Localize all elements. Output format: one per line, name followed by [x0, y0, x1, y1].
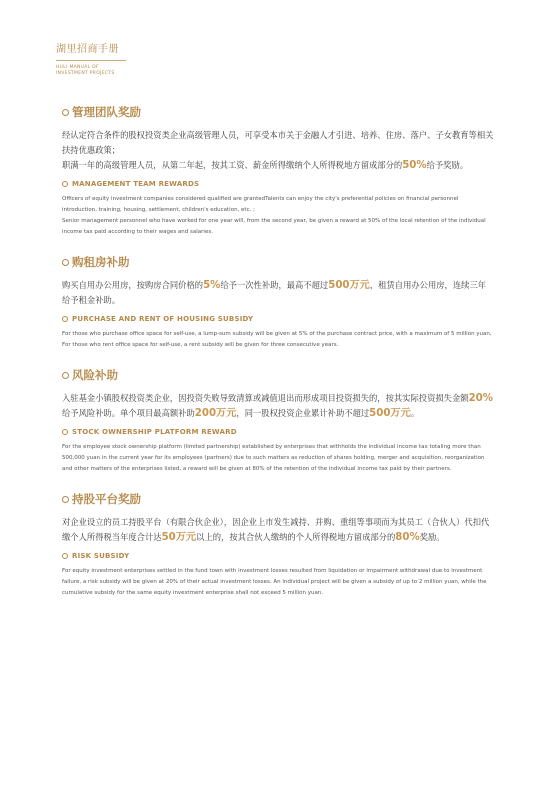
zh-text: ，租赁自用办公用房，连续三年给予租金补助。 [62, 280, 487, 305]
section-title [62, 491, 494, 507]
en-subtitle-text: PURCHASE AND RENT OF HOUSING SUBSIDY [72, 315, 254, 323]
zh-text: 购买自用办公用房，按购房合同价格的 [62, 280, 204, 290]
zh-text: 以上的，按其合伙人缴纳的个人所得税地方留成部分的 [196, 532, 396, 542]
header-en-line-1: HULI MANUAL OF [56, 65, 99, 70]
highlight-value: 5% [203, 280, 221, 291]
header-en-line-2: INVESTMENT PROJECTS [56, 71, 115, 76]
en-subtitle [62, 180, 494, 188]
circle-bullet-icon [62, 372, 69, 379]
en-subtitle-text: STOCK OWNERSHIP PLATFORM REWARD [72, 428, 237, 436]
section-risk-subsidy [62, 367, 494, 475]
section-title-text: 持股平台奖励 [72, 492, 141, 506]
highlight-value: 500万元 [369, 408, 411, 419]
section-title-text: 管理团队奖励 [72, 105, 141, 119]
en-paragraph: For equity investment enterprises settled in the fund town with investment losses resulted from liquidation or impairment withdrawal due to investment failure, a risk subsidy will be given at 20% of their actual investment losses. An individual project will be given a subsidy of up to 2 million yuan, while the cumulative subsidy for the same equity investment enterprise shall not exceed 5 million yuan. [62, 568, 487, 596]
en-paragraph: For the employee stock ownership platform (limited partnership) established by enterprises that withholds the individual income tax totaling more than 500,000 yuan in the current year for its employees (partners) due to such matters as reduction of shares holding, merger and acquisition, reorganization and other matters of the enterprises listed, a reward will be given at 80% of the retention of the individual income tax paid by their partners. [62, 444, 485, 472]
zh-text: 对企业设立的员工持股平台（有限合伙企业），因企业上市发生减持、并购、重组等事项而为其员工（合伙人）代扣代缴个人所得税当年度合计达 [62, 517, 490, 542]
zh-text: 奖励。 [419, 532, 445, 542]
zh-text: 入驻基金小镇股权投资类企业，因投资失败导致清算或减值退出而形成项目投资损失的，按其实际投资损失金额 [62, 393, 469, 403]
circle-bullet-icon [62, 316, 68, 322]
page-content [62, 104, 494, 615]
circle-bullet-icon [62, 181, 68, 187]
en-paragraph: Senior management personnel who have worked for one year will, from the second year, be given a reward at 50% of the local retention of the individual income tax paid according to their wages and salaries. [62, 218, 486, 235]
zh-text: 给予一次性补助，最高不超过 [220, 280, 329, 290]
en-subtitle [62, 428, 494, 436]
zh-paragraph: 经认定符合条件的股权投资类企业高级管理人员，可享受本市关于金融人才引进、培养、住房、落户、子女教育等相关扶持优惠政策； [62, 130, 494, 155]
en-subtitle-text: RISK SUBSIDY [72, 552, 130, 560]
zh-text: 职满一年的高级管理人员，从第二年起，按其工资、薪金所得缴纳个人所得税地方留成部分的 [62, 160, 403, 170]
zh-text: ，同一股权投资企业累计补助不超过 [236, 408, 370, 418]
page-header [56, 40, 126, 77]
circle-bullet-icon [62, 429, 68, 435]
section-stock-platform-reward [62, 491, 494, 599]
section-title-text: 风险补助 [72, 368, 118, 382]
circle-bullet-icon [62, 496, 69, 503]
zh-paragraph [62, 278, 494, 308]
circle-bullet-icon [62, 109, 69, 116]
section-management-team-rewards [62, 104, 494, 238]
highlight-value: 200万元 [194, 408, 237, 419]
zh-text: 给予风险补助。单个项目最高额补助 [62, 408, 195, 418]
zh-paragraph [62, 158, 494, 173]
circle-bullet-icon [62, 553, 68, 559]
section-title [62, 104, 494, 120]
section-title [62, 367, 494, 383]
highlight-value: 20% [468, 393, 493, 404]
zh-text: 给予奖励。 [426, 160, 469, 170]
en-subtitle [62, 552, 494, 560]
en-subtitle [62, 315, 494, 323]
highlight-value: 80% [395, 532, 420, 543]
section-title-text: 购租房补助 [72, 255, 130, 269]
zh-text: 。 [410, 408, 420, 418]
header-title: 湖里招商手册 [56, 44, 119, 55]
highlight-value: 50万元 [161, 532, 197, 543]
section-housing-subsidy [62, 254, 494, 351]
circle-bullet-icon [62, 259, 69, 266]
en-paragraph: Officers of equity investment companies considered qualified are grantedTalents can enjoy the city's preferential policies on financial personnel introduction, training, housing, settlement, children's education, etc. ; [62, 196, 459, 213]
highlight-value: 500万元 [328, 280, 370, 291]
header-divider [56, 60, 126, 61]
zh-paragraph [62, 391, 494, 421]
zh-paragraph [62, 515, 494, 545]
en-paragraph: For those who purchase office space for self-use, a lump-sum subsidy will be given at 5% of the purchase contract price, with a maximum of 5 million yuan, For those who rent office space for self-use, a rent subsidy will be given for three consecutive years. [62, 331, 492, 348]
section-title [62, 254, 494, 270]
en-subtitle-text: MANAGEMENT TEAM REWARDS [72, 180, 200, 188]
highlight-value: 50% [402, 160, 427, 171]
